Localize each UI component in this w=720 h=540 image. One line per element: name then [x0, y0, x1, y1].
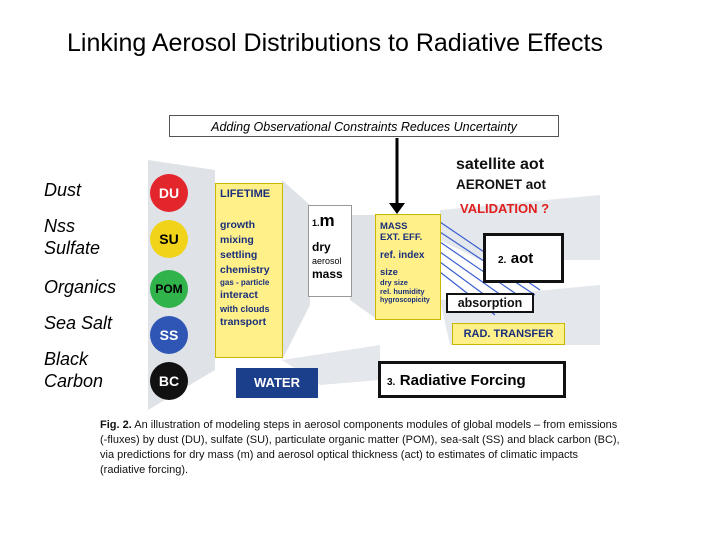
label-nss-sulfate: Nss Sulfate [44, 216, 101, 258]
forcing-num: 3. [387, 377, 396, 388]
page-title: Linking Aerosol Distributions to Radiative Effects [67, 29, 603, 57]
lifetime-item-interact: interact [220, 289, 258, 301]
water-box: WATER [236, 368, 318, 398]
circle-ss: SS [150, 316, 188, 354]
lifetime-item-growth: growth [220, 219, 255, 231]
rad-transfer-box: RAD. TRANSFER [452, 323, 565, 345]
mass-symbol: m [319, 211, 335, 230]
circle-bc: BC [150, 362, 188, 400]
lifetime-item-transport: transport [220, 316, 267, 328]
optics-mass: MASS [380, 221, 408, 232]
aot-box [483, 233, 564, 283]
lifetime-item-mixing: mixing [220, 234, 254, 246]
aot-label: aot [510, 250, 534, 267]
flow-ribbon-right [350, 215, 378, 320]
mass-mass: mass [312, 267, 343, 281]
optics-rel-humidity: rel. humidity [380, 287, 425, 296]
aot-num: 2. [498, 255, 507, 266]
obs-satellite: satellite aot [456, 156, 545, 173]
forcing-label: Radiative Forcing [399, 372, 526, 389]
circle-du: DU [150, 174, 188, 212]
flow-ribbon-mid [282, 180, 310, 360]
optics-dry-size: dry size [380, 278, 408, 287]
label-dust: Dust [44, 180, 82, 200]
lifetime-title: LIFETIME [220, 188, 271, 200]
mass-dry: dry [312, 240, 331, 254]
subtitle-box: Adding Observational Constraints Reduces Uncertainty [169, 115, 559, 137]
optics-size: size [380, 267, 398, 278]
constraint-arrowhead [389, 203, 405, 214]
label-sea-salt: Sea Salt [44, 313, 113, 333]
optics-ext-eff: EXT. EFF. [380, 232, 423, 243]
optics-hygroscopicity: hygroscopicity [380, 297, 430, 304]
label-black-carbon: Black Carbon [44, 349, 104, 391]
circle-pom: POM [150, 270, 188, 308]
lifetime-box [215, 183, 283, 358]
lifetime-item-chemistry: chemistry [220, 264, 270, 276]
caption-text: An illustration of modeling steps in aerosol components modules of global models – from emissions (-fluxes) by dust (DU), sulfate (SU), particulate organic matter (POM), sea-salt (SS) and black carbon (BC), via predictions for dry mass (m) and aerosol optical thickness (act) to estimates of climatic impacts (radiative forcing). [100, 419, 620, 476]
obs-validation: VALIDATION ? [460, 201, 550, 216]
lifetime-item-gas-particle: gas - particle [220, 278, 270, 287]
figure-caption [100, 418, 620, 478]
mass-aerosol: aerosol [312, 256, 342, 266]
caption-fig-label: Fig. 2. [100, 419, 132, 431]
lifetime-item-settling: settling [220, 249, 258, 261]
mass-box [308, 205, 352, 297]
obs-aeronet: AERONET aot [456, 177, 547, 192]
lifetime-item-with-clouds: with clouds [220, 304, 270, 314]
circle-su: SU [150, 220, 188, 258]
mass-num: 1. [312, 218, 320, 228]
optics-box [375, 214, 441, 320]
label-organics: Organics [44, 277, 117, 297]
optics-ref-index: ref. index [380, 250, 425, 261]
radiative-forcing-box [378, 361, 566, 398]
absorption-box: absorption [446, 293, 534, 313]
